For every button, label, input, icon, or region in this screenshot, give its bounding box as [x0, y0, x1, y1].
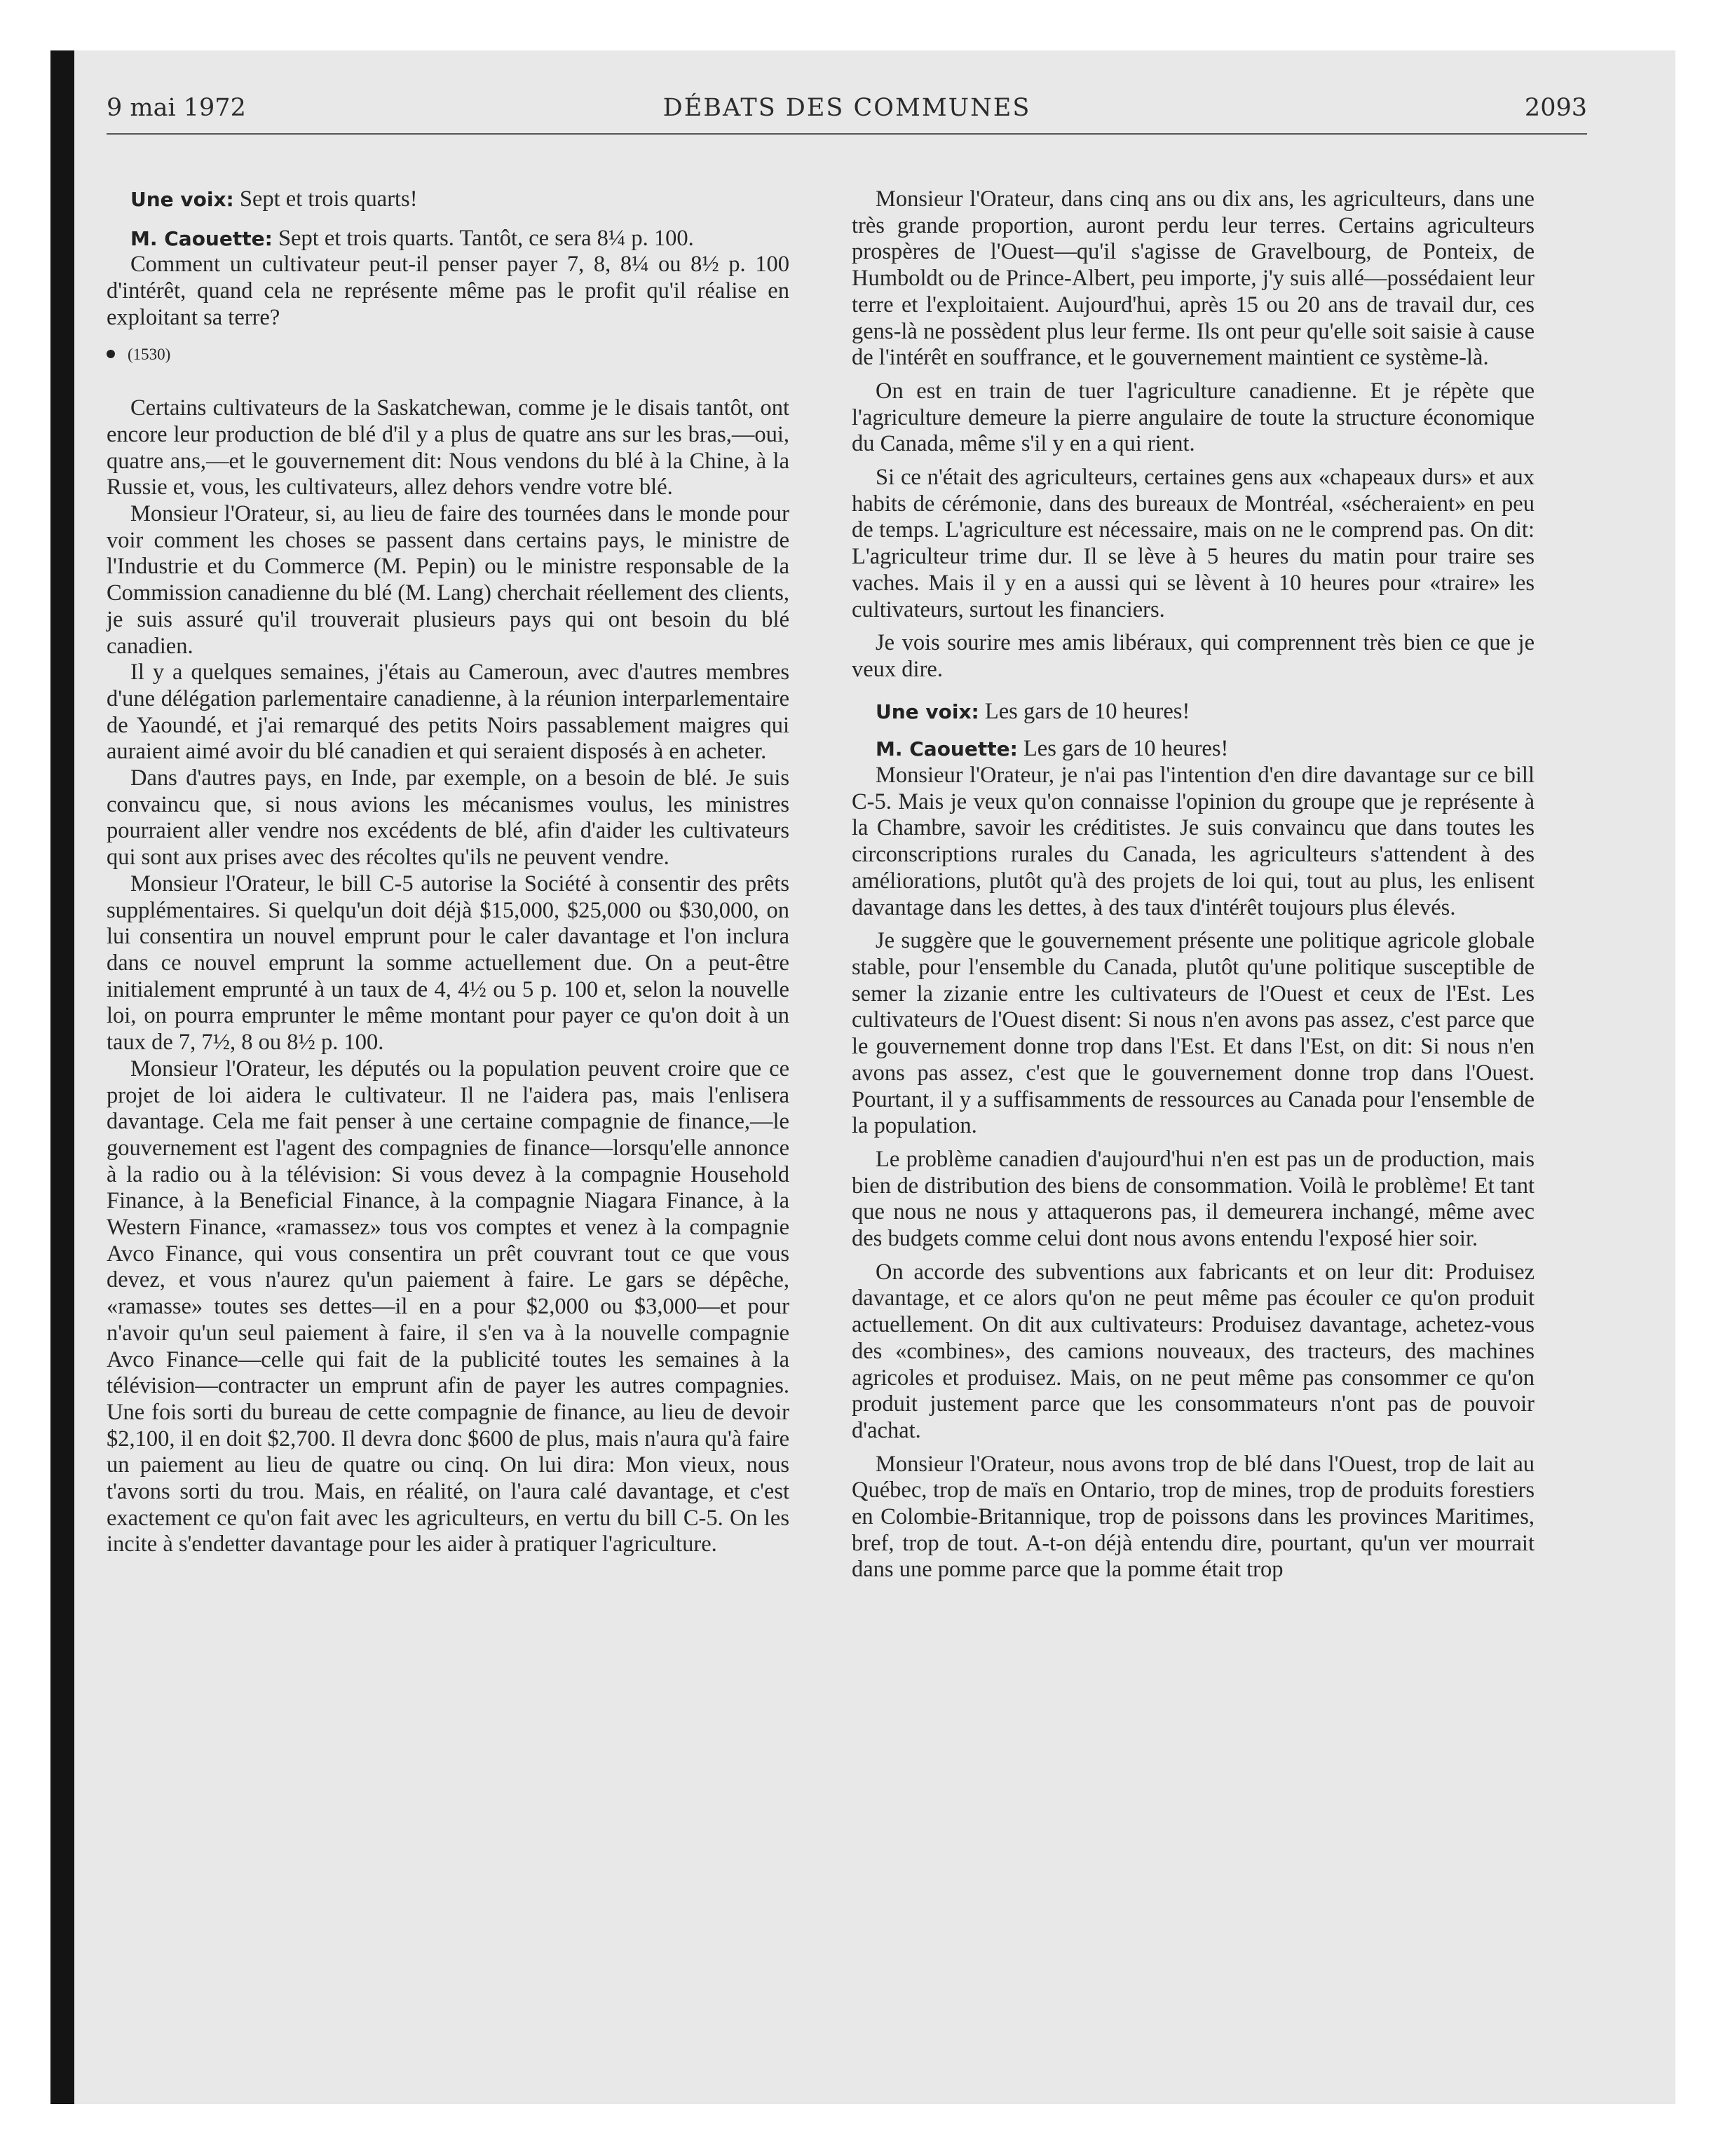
body-paragraph: Il y a quelques semaines, j'étais au Cameroun, avec d'autres membres d'une délégation parlementaire canadienne, à la réunion interparlementaire de Yaoundé, et j'ai remarqué des petits Noirs passablement maigres qui auraient aimé avoir du blé canadien et qui seraient disposés à en acheter. — [107, 660, 789, 765]
speaker-name: M. Caouette: — [876, 737, 1018, 761]
speech-paragraph — [852, 699, 1535, 725]
time-marker — [107, 341, 789, 368]
right-column — [852, 186, 1535, 1583]
body-paragraph: Le problème canadien d'aujourd'hui n'en est pas un de production, mais bien de distribution des biens de consommation. Voilà le problème! Et tant que nous ne nous y attaquerons pas, il demeurera inchangé, même avec des budgets comme celui dont nous avons entendu l'exposé hier soir. — [852, 1146, 1535, 1252]
publication-title: DÉBATS DES COMMUNES — [662, 94, 1031, 122]
speech-text: Les gars de 10 heures! — [1017, 736, 1229, 762]
left-column — [107, 186, 789, 1558]
speaker-name: M. Caouette: — [130, 226, 273, 250]
speech-text: Les gars de 10 heures! — [979, 698, 1190, 724]
body-paragraph: Monsieur l'Orateur, je n'ai pas l'intention d'en dire davantage sur ce bill C-5. Mais je veux qu'on connaisse l'opinion du groupe que je représente à la Chambre, savoir les créditistes. Je suis convaincu que dans toutes les circonscriptions rurales du Canada, les agriculteurs s'attendent à des améliorations, plutôt qu'à des projets de loi qui, tout au plus, les enlisent davantage dans les dettes, à des taux d'intérêt toujours plus élevés. — [852, 763, 1535, 920]
speech-paragraph — [107, 226, 789, 252]
body-paragraph: Certains cultivateurs de la Saskatchewan, comme je le disais tantôt, ont encore leur production de blé d'il y a plus de quatre ans sur les bras,—oui, quatre ans,—et le gouvernement dit: Nous vendons du blé à la Chine, à la Russie et, vous, les cultivateurs, allez dehors vendre votre blé. — [107, 395, 789, 500]
speech-text: Sept et trois quarts! — [233, 186, 418, 212]
body-paragraph: Si ce n'était des agriculteurs, certaines gens aux «chapeaux durs» et aux habits de cérémonie, dans des bureaux de Montréal, «sécheraient» en peu de temps. L'agriculture est nécessaire, mais on ne le comprend pas. On dit: L'agriculteur trime dur. Il se lève à 5 heures du matin pour traire ses vaches. Mais il y en a aussi qui se lèvent à 10 heures pour «traire» les cultivateurs, surtout les financiers. — [852, 465, 1535, 622]
body-paragraph: Je suggère que le gouvernement présente une politique agricole globale stable, pour l'ensemble du Canada, plutôt qu'une politique susceptible de semer la zizanie entre les cultivateurs de l'Ouest et ceux de l'Est. Les cultivateurs de l'Ouest disent: Si nous n'en avons pas assez, c'est parce que le gouvernement donne trop dans l'Est. Et dans l'Est, on dit: Si nous n'en avons pas assez, c'est que le gouvernement donne trop dans l'Ouest. Pourtant, il y a suffisamments de ressources au Canada pour l'ensemble de la population. — [852, 928, 1535, 1139]
page-number: 2093 — [1524, 94, 1587, 122]
body-paragraph: Je vois sourire mes amis libéraux, qui comprennent très bien ce que je veux dire. — [852, 630, 1535, 682]
body-paragraph: On accorde des subventions aux fabricants et on leur dit: Produisez davantage, et ce alors qu'on ne peut même pas écouler ce qu'on produit actuellement. On dit aux cultivateurs: Produisez davantage, achetez-vous des «combines», des camions nouveaux, des tracteurs, des machines agricoles et produisez. Mais, on ne peut même pas consommer ce qu'on produit justement parce que les consommateurs n'ont pas de pouvoir d'achat. — [852, 1259, 1535, 1443]
body-paragraph: Monsieur l'Orateur, dans cinq ans ou dix ans, les agriculteurs, dans une très grande proportion, auront perdu leur terres. Certains agriculteurs prospères de l'Ouest—qu'il s'agisse de Gravelbourg, de Ponteix, de Humboldt ou de Prince-Albert, peu importe, j'y suis allé—possédaient leur terre et l'exploitaient. Aujourd'hui, après 15 ou 20 ans de travail dur, ces gens-là ne possèdent plus leur ferme. Ils ont peur qu'elle soit saisie à cause de l'intérêt en souffrance, et le gouvernement maintient ce système-là. — [852, 186, 1535, 371]
speaker-name: Une voix: — [876, 700, 979, 723]
time-marker-label: (1530) — [128, 345, 171, 363]
body-paragraph: On est en train de tuer l'agriculture canadienne. Et je répète que l'agriculture demeure la pierre angulaire de toute la structure économique du Canada, même s'il y en a qui rient. — [852, 378, 1535, 457]
body-paragraph: Monsieur l'Orateur, nous avons trop de blé dans l'Ouest, trop de lait au Québec, trop de maïs en Ontario, trop de mines, trop de produits forestiers en Colombie-Britannique, trop de poissons dans les provinces Maritimes, bref, trop de tout. A-t-on déjà entendu dire, pourtant, qu'un ver mourrait dans une pomme parce que la pomme était trop — [852, 1451, 1535, 1583]
body-paragraph: Comment un cultivateur peut-il penser payer 7, 8, 8¼ ou 8½ p. 100 d'intérêt, quand cela ne représente même pas le profit qu'il réalise en exploitant sa terre? — [107, 252, 789, 330]
speech-paragraph — [107, 186, 789, 213]
speech-text: Sept et trois quarts. Tantôt, ce sera 8¼ p. 100. — [272, 225, 694, 251]
body-paragraph: Monsieur l'Orateur, le bill C-5 autorise la Société à consentir des prêts supplémentaires. Si quelqu'un doit déjà $15,000, $25,000 ou $30,000, on lui consentira un nouvel emprunt pour le caler davantage et l'on inclura dans ce nouvel emprunt la somme actuellement due. On a peut-être initialement emprunté à un taux de 4, 4½ ou 5 p. 100 et, selon la nouvelle loi, on pourra emprunter le même montant pour payer ce qu'on doit à un taux de 7, 7½, 8 ou 8½ p. 100. — [107, 871, 789, 1056]
speaker-name: Une voix: — [130, 188, 234, 211]
bullet-icon — [107, 350, 115, 358]
speech-paragraph — [852, 736, 1535, 763]
body-paragraph: Dans d'autres pays, en Inde, par exemple, on a besoin de blé. Je suis convaincu que, si nous avions les mécanismes voulus, les ministres pourraient aller vendre nos excédents de blé, afin d'aider les cultivateurs qui sont aux prises avec des récoltes qu'ils ne peuvent vendre. — [107, 765, 789, 871]
body-paragraph: Monsieur l'Orateur, si, au lieu de faire des tournées dans le monde pour voir comment les choses se passent dans certains pays, le ministre de l'Industrie et du Commerce (M. Pepin) ou le ministre responsable de la Commission canadienne du blé (M. Lang) cherchait réellement des clients, je suis assuré qu'il trouverait plusieurs pays qui ont besoin du blé canadien. — [107, 501, 789, 659]
running-header — [107, 94, 1587, 135]
binding-edge — [50, 50, 74, 2104]
body-paragraph: Monsieur l'Orateur, les députés ou la population peuvent croire que ce projet de loi aidera le cultivateur. Il ne l'aidera pas, mais l'enlisera davantage. Cela me fait penser à une certaine compagnie de finance,—le gouvernement est l'agent des compagnies de finance—lorsqu'elle annonce à la radio ou à la télévision: Si vous devez à la compagnie Household Finance, à la Beneficial Finance, à la compagnie Niagara Finance, à la Western Finance, «ramassez» tous vos comptes et venez à la compagnie Avco Finance, qui vous consentira un prêt couvrant tout ce que vous devez, et vous n'aurez qu'un paiement à faire. Le gars se dépêche, «ramasse» toutes ses dettes—il en a pour $2,000 ou $3,000—et pour n'avoir qu'un seul paiement à faire, il s'en va à la nouvelle compagnie Avco Finance—celle qui fait de la publicité toutes les semaines à la télévision—contracter un emprunt afin de payer les autres compagnies. Une fois sorti du bureau de cette compagnie de finance, au lieu de devoir $2,100, il en doit $2,700. Il devra donc $600 de plus, mais n'aura qu'à faire un paiement au lieu de quatre ou cinq. On lui dira: Mon vieux, nous t'avons sorti du trou. Mais, en réalité, on l'aura calé davantage, et c'est exactement ce qu'on fait avec les agriculteurs, en vertu du bill C-5. On les incite à s'endetter davantage pour les aider à pratiquer l'agriculture. — [107, 1056, 789, 1557]
header-date: 9 mai 1972 — [107, 94, 246, 122]
